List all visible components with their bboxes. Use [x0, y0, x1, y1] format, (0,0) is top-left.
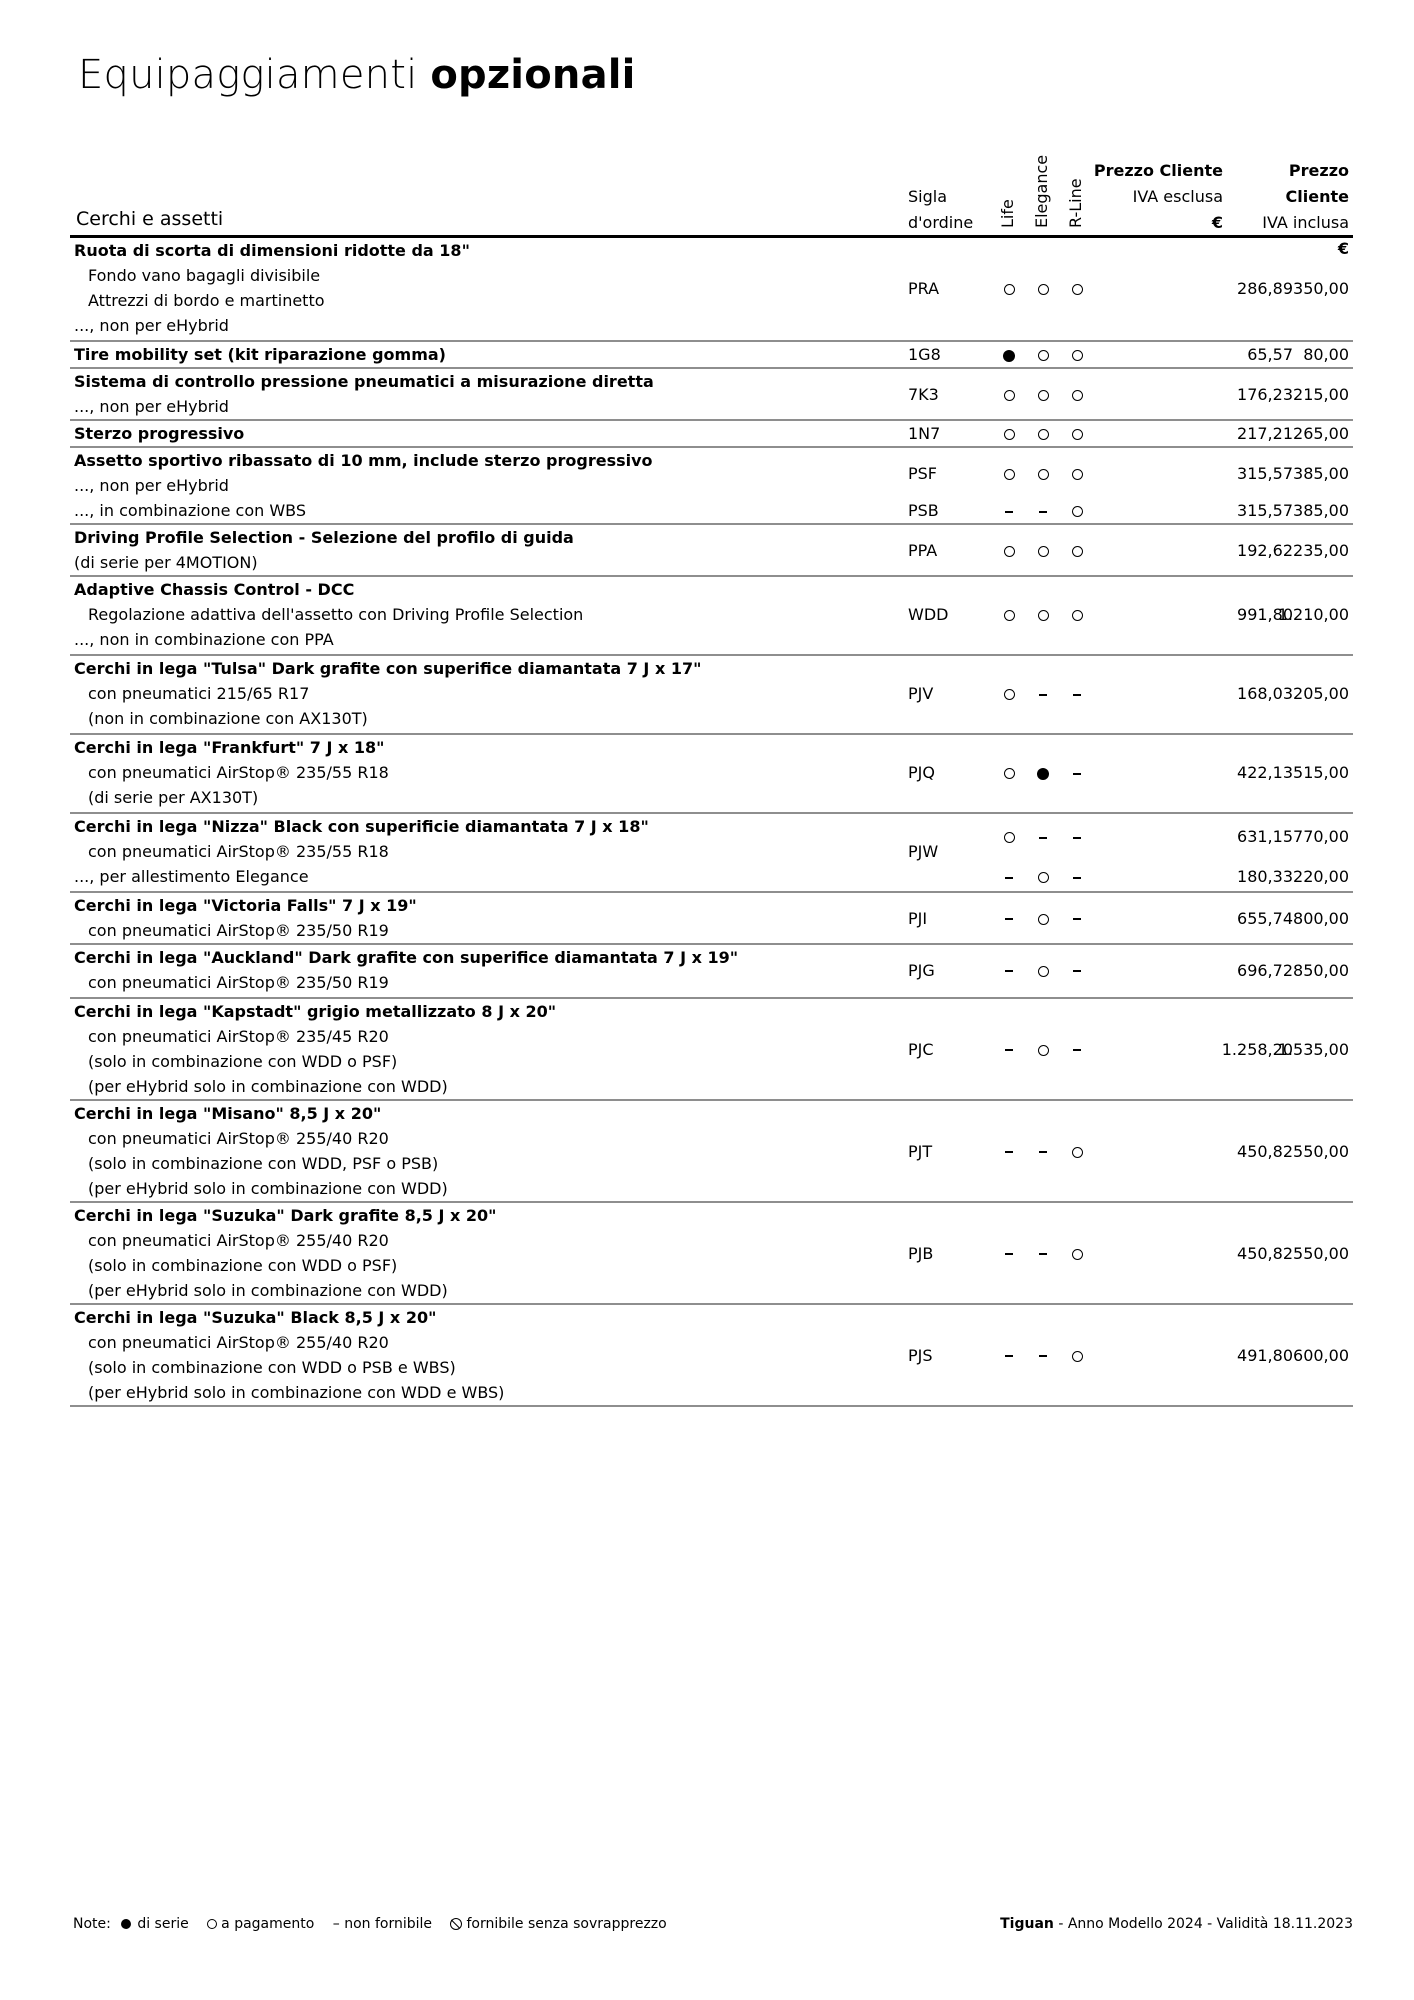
option-variant: [70, 958, 1353, 983]
option-name: Cerchi in lega "Suzuka" Black 8,5 J x 20": [74, 1308, 437, 1327]
price-excl-vat: 631,15: [1237, 827, 1293, 846]
order-code: PJW: [908, 842, 939, 861]
order-code: PJI: [908, 908, 928, 928]
table-row: [70, 999, 1353, 1101]
not-available-dash-icon: [1073, 773, 1081, 775]
optional-circle-icon: [1038, 546, 1049, 557]
legend-note: Note:: [73, 1916, 111, 1932]
table-row: [70, 369, 1353, 421]
column-header-price-ex-line2: IVA esclusa: [1132, 187, 1223, 206]
optional-circle-icon: [207, 1919, 217, 1929]
trim-life-availability: [999, 1037, 1019, 1062]
optional-circle-icon: [1072, 469, 1083, 480]
optional-circle-icon: [1038, 284, 1049, 295]
order-code: 1N7: [908, 424, 941, 443]
page-title-bold: opzionali: [430, 52, 636, 98]
trim-elegance-availability: [1033, 276, 1053, 301]
option-name: Cerchi in lega "Tulsa" Dark grafite con superifice diamantata 7 J x 17": [74, 659, 702, 678]
trim-life-availability: [999, 760, 1019, 785]
option-detail: (solo in combinazione con WDD, PSF o PSB): [88, 1154, 439, 1173]
table-row: [70, 1101, 1353, 1203]
not-available-dash-icon: [1039, 1355, 1047, 1357]
optional-circle-icon: [1004, 689, 1015, 700]
option-detail: ..., per allestimento Elegance: [74, 867, 309, 886]
price-excl-vat: 65,57: [1247, 345, 1293, 364]
optional-circle-icon: [1072, 390, 1083, 401]
option-detail: con pneumatici AirStop® 235/50 R19: [88, 921, 389, 940]
option-variant: [70, 498, 1353, 523]
option-variant: [70, 1343, 1353, 1368]
price-incl-vat: 265,00: [1293, 424, 1349, 443]
column-header-code-line2: d'ordine: [908, 213, 974, 232]
trim-elegance-availability: [1033, 498, 1053, 523]
price-incl-vat: 800,00: [1293, 908, 1349, 928]
option-variant: [70, 1139, 1353, 1164]
option-name: Driving Profile Selection - Selezione del profilo di guida: [74, 528, 574, 547]
optional-circle-icon: [1038, 1045, 1049, 1056]
option-variant: [70, 1037, 1353, 1062]
trim-rline-availability: [1067, 461, 1087, 486]
no-charge-icon: [450, 1918, 462, 1930]
trim-life-availability: [999, 538, 1019, 563]
trim-life-availability: [999, 1241, 1019, 1266]
not-available-dash-icon: [1005, 1049, 1013, 1051]
trim-elegance-availability: [1033, 1037, 1053, 1062]
section-heading: Cerchi e assetti: [76, 208, 224, 230]
order-code: PPA: [908, 540, 938, 560]
order-code: PJG: [908, 960, 935, 980]
price-excl-vat: 286,89: [1237, 278, 1293, 298]
option-variant: [70, 906, 1353, 931]
not-available-dash-icon: [1005, 970, 1013, 972]
price-incl-vat: 385,00: [1293, 463, 1349, 483]
trim-life-availability: [999, 958, 1019, 983]
optional-circle-icon: [1004, 429, 1015, 440]
price-excl-vat: 422,13: [1237, 763, 1293, 782]
optional-circle-icon: [1072, 429, 1083, 440]
price-excl-vat: 491,80: [1237, 1345, 1293, 1365]
optional-circle-icon: [1038, 610, 1049, 621]
column-header-price-in-line2: IVA inclusa: [1262, 213, 1349, 232]
trim-rline-availability: [1067, 421, 1087, 446]
legend-payment: a pagamento: [221, 1916, 315, 1932]
price-excl-vat: 192,62: [1237, 540, 1293, 560]
option-name: Cerchi in lega "Kapstadt" grigio metallizzato 8 J x 20": [74, 1002, 557, 1021]
table-row: [70, 814, 1353, 893]
optional-circle-icon: [1072, 1147, 1083, 1158]
trim-rline-availability: [1067, 498, 1087, 523]
option-variant: [70, 760, 1353, 785]
option-name: Adaptive Chassis Control - DCC: [74, 580, 355, 599]
option-name: Ruota di scorta di dimensioni ridotte da 18": [74, 241, 470, 260]
trim-elegance-availability: [1033, 839, 1053, 864]
order-code: PSB: [908, 501, 939, 520]
legend-free: fornibile senza sovrapprezzo: [466, 1916, 667, 1932]
standard-dot-icon: [1037, 768, 1049, 780]
legend-standard: di serie: [137, 1916, 189, 1932]
order-code: 7K3: [908, 384, 939, 404]
optional-circle-icon: [1038, 914, 1049, 925]
column-header-price-ex: [1080, 158, 1223, 236]
trim-elegance-availability: [1033, 906, 1053, 931]
price-incl-vat: 235,00: [1293, 540, 1349, 560]
option-detail: (di serie per AX130T): [88, 788, 259, 807]
table-row: [70, 945, 1353, 999]
option-detail: (solo in combinazione con WDD o PSF): [88, 1256, 398, 1275]
price-incl-vat: 385,00: [1293, 501, 1349, 520]
trim-life-availability: [999, 461, 1019, 486]
legend-not-available: – non fornibile: [332, 1916, 433, 1932]
option-detail: (solo in combinazione con WDD o PSF): [88, 1052, 398, 1071]
price-excl-vat: 450,82: [1237, 1243, 1293, 1263]
trim-life-availability: [999, 864, 1019, 889]
optional-circle-icon: [1072, 1249, 1083, 1260]
order-code: PSF: [908, 463, 938, 483]
not-available-dash-icon: [1005, 918, 1013, 920]
option-detail: con pneumatici 215/65 R17: [88, 684, 310, 703]
option-name: Tire mobility set (kit riparazione gomma): [74, 345, 446, 364]
option-detail: (per eHybrid solo in combinazione con WDD e WBS): [88, 1383, 505, 1402]
optional-circle-icon: [1038, 390, 1049, 401]
trim-life-availability: [999, 382, 1019, 407]
not-available-dash-icon: [1039, 1253, 1047, 1255]
trim-life-availability: [999, 839, 1019, 864]
option-variant: [70, 864, 1353, 889]
option-name: Cerchi in lega "Nizza" Black con superificie diamantata 7 J x 18": [74, 817, 649, 836]
price-excl-vat: 180,33: [1237, 867, 1293, 886]
optional-circle-icon: [1004, 390, 1015, 401]
page-title: [78, 52, 636, 98]
option-detail: (per eHybrid solo in combinazione con WDD): [88, 1077, 448, 1096]
option-name: Cerchi in lega "Misano" 8,5 J x 20": [74, 1104, 382, 1123]
optional-circle-icon: [1072, 546, 1083, 557]
order-code: PJS: [908, 1345, 933, 1365]
trim-rline-availability: [1067, 538, 1087, 563]
trim-elegance-availability: [1033, 342, 1053, 367]
optional-circle-icon: [1004, 469, 1015, 480]
option-name: Assetto sportivo ribassato di 10 mm, include sterzo progressivo: [74, 451, 653, 470]
column-header-elegance: Elegance: [1032, 154, 1051, 228]
option-detail: ..., non per eHybrid: [74, 397, 229, 416]
trim-rline-availability: [1067, 681, 1087, 706]
option-detail: con pneumatici AirStop® 235/45 R20: [88, 1027, 389, 1046]
table-row: [70, 421, 1353, 448]
order-code: WDD: [908, 605, 949, 624]
table-row: [70, 1203, 1353, 1305]
column-header-code: [908, 184, 973, 236]
option-detail: con pneumatici AirStop® 255/40 R20: [88, 1129, 389, 1148]
not-available-dash-icon: [1039, 1151, 1047, 1153]
option-variant: [70, 681, 1353, 706]
price-incl-vat: 550,00: [1293, 1141, 1349, 1161]
price-incl-vat: 1.210,00: [1277, 605, 1349, 624]
option-detail: con pneumatici AirStop® 255/40 R20: [88, 1333, 389, 1352]
footer-model: [1000, 1916, 1353, 1932]
optional-circle-icon: [1072, 1351, 1083, 1362]
price-incl-vat: 550,00: [1293, 1243, 1349, 1263]
optional-circle-icon: [1038, 350, 1049, 361]
option-detail: Attrezzi di bordo e martinetto: [88, 291, 325, 310]
price-incl-vat: 205,00: [1293, 684, 1349, 703]
trim-rline-availability: [1067, 1139, 1087, 1164]
option-detail: con pneumatici AirStop® 235/55 R18: [88, 842, 389, 861]
not-available-dash-icon: [1073, 970, 1081, 972]
not-available-dash-icon: [1039, 694, 1047, 696]
option-detail: con pneumatici AirStop® 255/40 R20: [88, 1231, 389, 1250]
trim-life-availability: [999, 602, 1019, 627]
table-row: [70, 238, 1353, 342]
not-available-dash-icon: [1073, 1049, 1081, 1051]
option-variant: [70, 538, 1353, 563]
option-variant: [70, 461, 1353, 486]
standard-dot-icon: [1003, 350, 1015, 362]
optional-circle-icon: [1004, 768, 1015, 779]
price-excl-vat: 450,82: [1237, 1141, 1293, 1161]
option-name: Sterzo progressivo: [74, 424, 245, 443]
column-header-life: Life: [998, 199, 1017, 228]
trim-life-availability: [999, 498, 1019, 523]
price-incl-vat: 850,00: [1293, 960, 1349, 980]
standard-dot-icon: [121, 1919, 131, 1929]
trim-rline-availability: [1067, 906, 1087, 931]
trim-life-availability: [999, 342, 1019, 367]
column-header-price-ex-line1: Prezzo Cliente: [1093, 161, 1223, 180]
trim-elegance-availability: [1033, 1139, 1053, 1164]
option-variant: [70, 602, 1353, 627]
trim-rline-availability: [1067, 276, 1087, 301]
trim-rline-availability: [1067, 839, 1087, 864]
price-incl-vat: 515,00: [1293, 763, 1349, 782]
trim-rline-availability: [1067, 958, 1087, 983]
price-incl-vat: [1220, 839, 1349, 864]
price-excl-vat: 655,74: [1237, 908, 1293, 928]
optional-circle-icon: [1072, 284, 1083, 295]
option-variant: [70, 1241, 1353, 1266]
option-detail: (solo in combinazione con WDD o PSB e WBS): [88, 1358, 456, 1377]
price-incl-vat: 215,00: [1293, 384, 1349, 404]
optional-circle-icon: [1072, 350, 1083, 361]
order-code: PJB: [908, 1243, 934, 1263]
options-table: [70, 238, 1353, 1407]
trim-life-availability: [999, 681, 1019, 706]
optional-circle-icon: [1072, 506, 1083, 517]
order-code: PJT: [908, 1141, 933, 1161]
trim-rline-availability: [1067, 1241, 1087, 1266]
trim-rline-availability: [1067, 342, 1087, 367]
order-code: PJV: [908, 684, 934, 703]
not-available-dash-icon: [1073, 877, 1081, 879]
trim-elegance-availability: [1033, 760, 1053, 785]
order-code: PJQ: [908, 763, 935, 782]
trim-elegance-availability: [1033, 681, 1053, 706]
trim-rline-availability: [1067, 382, 1087, 407]
option-variant: [70, 276, 1353, 301]
option-detail: con pneumatici AirStop® 235/55 R18: [88, 763, 389, 782]
option-variant: [70, 839, 1353, 864]
column-header-price-in-line1: Prezzo Cliente: [1285, 161, 1349, 206]
option-detail: ..., non per eHybrid: [74, 316, 229, 335]
trim-rline-availability: [1067, 602, 1087, 627]
column-header-price-in-line3: €: [1337, 239, 1349, 258]
trim-life-availability: [999, 906, 1019, 931]
optional-circle-icon: [1004, 284, 1015, 295]
price-incl-vat: 220,00: [1293, 867, 1349, 886]
option-detail: (per eHybrid solo in combinazione con WDD): [88, 1179, 448, 1198]
price-incl-vat: 80,00: [1303, 345, 1349, 364]
table-row: [70, 656, 1353, 735]
not-available-dash-icon: [1005, 1253, 1013, 1255]
option-variant: [70, 421, 1353, 446]
price-excl-vat: 315,57: [1237, 501, 1293, 520]
table-row: [70, 893, 1353, 945]
option-name: Cerchi in lega "Suzuka" Dark grafite 8,5 J x 20": [74, 1206, 497, 1225]
not-available-dash-icon: [1039, 511, 1047, 513]
option-name: Cerchi in lega "Victoria Falls" 7 J x 19": [74, 896, 417, 915]
order-code: 1G8: [908, 345, 941, 364]
not-available-dash-icon: [1073, 694, 1081, 696]
trim-elegance-availability: [1033, 421, 1053, 446]
trim-rline-availability: [1067, 760, 1087, 785]
trim-elegance-availability: [1033, 958, 1053, 983]
price-incl-vat: 350,00: [1293, 278, 1349, 298]
footer-model-name: Tiguan: [1000, 1916, 1054, 1932]
trim-life-availability: [999, 421, 1019, 446]
trim-elegance-availability: [1033, 382, 1053, 407]
option-detail: con pneumatici AirStop® 235/50 R19: [88, 973, 389, 992]
column-header-price-ex-line3: €: [1211, 213, 1223, 232]
trim-rline-availability: [1067, 1037, 1087, 1062]
order-code: PJC: [908, 1039, 934, 1059]
option-detail: ..., in combinazione con WBS: [74, 501, 307, 520]
price-excl-vat: 176,23: [1237, 384, 1293, 404]
optional-circle-icon: [1038, 966, 1049, 977]
not-available-dash-icon: [1005, 877, 1013, 879]
table-row: [70, 342, 1353, 369]
option-detail: (di serie per 4MOTION): [74, 553, 258, 572]
column-header-code-line1: Sigla: [908, 187, 948, 206]
price-excl-vat: 315,57: [1237, 463, 1293, 483]
table-row: [70, 448, 1353, 525]
price-excl-vat: 1.258,20: [1221, 1039, 1293, 1059]
optional-circle-icon: [1038, 429, 1049, 440]
optional-circle-icon: [1038, 469, 1049, 480]
option-detail: ..., non per eHybrid: [74, 476, 229, 495]
price-excl-vat: 991,80: [1237, 605, 1293, 624]
trim-elegance-availability: [1033, 1241, 1053, 1266]
legend: [73, 1916, 667, 1932]
not-available-dash-icon: [1005, 511, 1013, 513]
trim-life-availability: [999, 276, 1019, 301]
table-row: [70, 1305, 1353, 1407]
column-header-rline: R-Line: [1066, 178, 1085, 228]
price-excl-vat: 217,21: [1237, 424, 1293, 443]
trim-elegance-availability: [1033, 602, 1053, 627]
option-variant: [70, 342, 1353, 367]
trim-elegance-availability: [1033, 538, 1053, 563]
not-available-dash-icon: [1005, 1151, 1013, 1153]
option-name: Cerchi in lega "Frankfurt" 7 J x 18": [74, 738, 385, 757]
trim-life-availability: [999, 1343, 1019, 1368]
option-detail: Fondo vano bagagli divisibile: [88, 266, 321, 285]
table-row: [70, 525, 1353, 577]
trim-elegance-availability: [1033, 1343, 1053, 1368]
optional-circle-icon: [1004, 610, 1015, 621]
optional-circle-icon: [1072, 610, 1083, 621]
price-excl-vat: 696,72: [1237, 960, 1293, 980]
option-detail: ..., non in combinazione con PPA: [74, 630, 334, 649]
table-row: [70, 735, 1353, 814]
trim-life-availability: [999, 1139, 1019, 1164]
price-incl-vat: 770,00: [1293, 827, 1349, 846]
price-incl-vat: 1.535,00: [1277, 1039, 1349, 1059]
option-detail: (non in combinazione con AX130T): [88, 709, 368, 728]
page-title-light: Equipaggiamenti: [78, 52, 418, 98]
price-incl-vat: 600,00: [1293, 1345, 1349, 1365]
not-available-dash-icon: [1073, 918, 1081, 920]
optional-circle-icon: [1038, 872, 1049, 883]
trim-rline-availability: [1067, 864, 1087, 889]
price-excl-vat: 168,03: [1237, 684, 1293, 703]
footer-model-info: - Anno Modello 2024 - Validità 18.11.2023: [1053, 1916, 1353, 1932]
optional-circle-icon: [1004, 546, 1015, 557]
option-variant: [70, 382, 1353, 407]
option-detail: Regolazione adattiva dell'assetto con Driving Profile Selection: [88, 605, 584, 624]
option-name: Cerchi in lega "Auckland" Dark grafite con superifice diamantata 7 J x 19": [74, 948, 739, 967]
table-row: [70, 577, 1353, 656]
order-code: PRA: [908, 278, 940, 298]
trim-elegance-availability: [1033, 461, 1053, 486]
trim-rline-availability: [1067, 1343, 1087, 1368]
option-detail: (per eHybrid solo in combinazione con WDD): [88, 1281, 448, 1300]
trim-elegance-availability: [1033, 864, 1053, 889]
not-available-dash-icon: [1005, 1355, 1013, 1357]
option-name: Sistema di controllo pressione pneumatici a misurazione diretta: [74, 372, 654, 391]
